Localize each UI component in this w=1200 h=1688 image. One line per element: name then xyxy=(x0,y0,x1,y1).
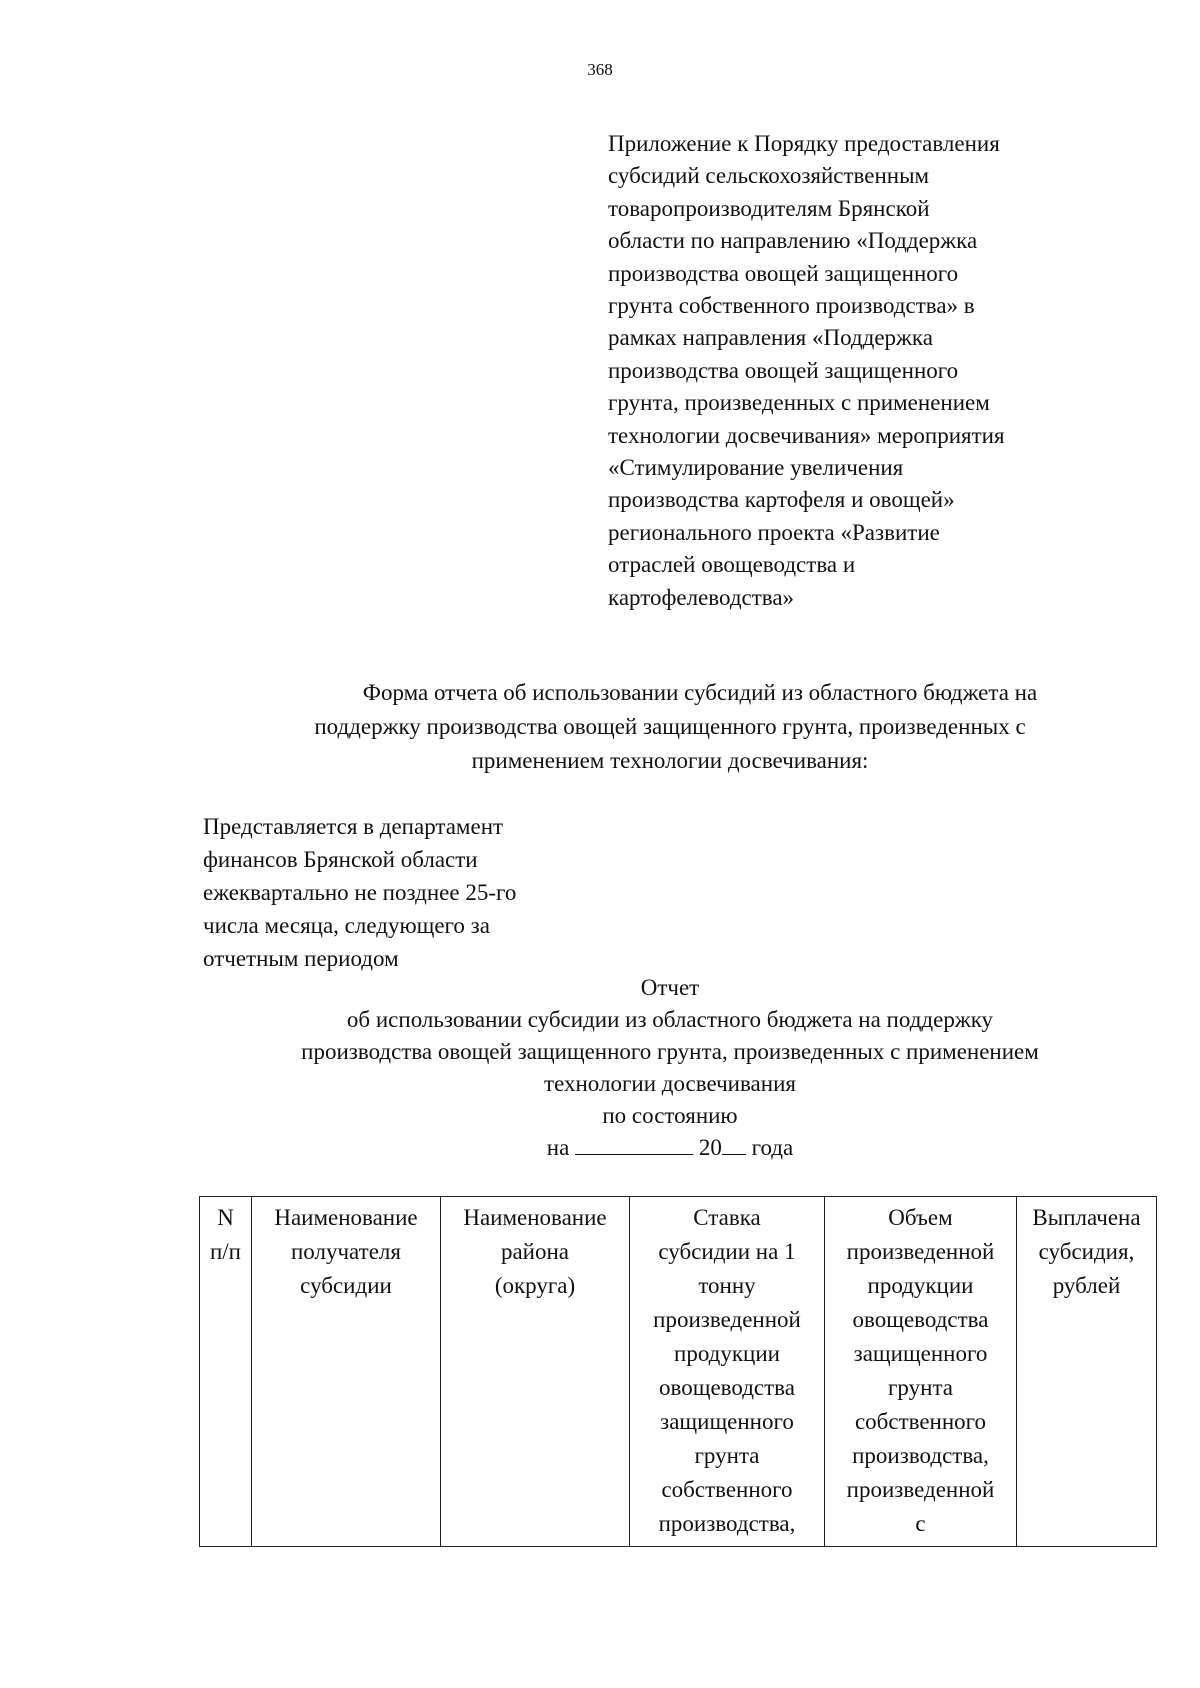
page-number: 368 xyxy=(587,60,613,79)
report-table xyxy=(199,1196,1157,1547)
table-header-cell-district xyxy=(441,1197,630,1547)
header-line: района xyxy=(500,1239,570,1264)
date-year-prefix: 20 xyxy=(698,1135,722,1160)
table-header-row xyxy=(200,1197,1157,1547)
header-line: грунта xyxy=(694,1443,760,1468)
appendix-line: производства овощей защищенного xyxy=(608,260,959,286)
appendix-line: «Стимулирование увеличения xyxy=(608,455,904,481)
appendix-line: производства овощей защищенного xyxy=(608,357,959,383)
appendix-line: картофелеводства» xyxy=(608,584,795,610)
header-line: N xyxy=(217,1205,234,1230)
header-line: овощеводства xyxy=(852,1307,989,1332)
header-line: Выплачена xyxy=(1032,1205,1141,1230)
table-header-cell-volume xyxy=(825,1197,1017,1547)
header-line: продукции xyxy=(867,1273,974,1298)
appendix-line: рамках направления «Поддержка xyxy=(608,325,933,351)
form-title-line: применением технологии досвечивания: xyxy=(471,748,869,773)
appendix-line: технологии досвечивания» мероприятия xyxy=(608,422,1005,448)
header-line: защищенного xyxy=(853,1341,988,1366)
appendix-line: субсидий сельскохозяйственным xyxy=(608,163,930,189)
appendix-line: регионального проекта «Развитие xyxy=(608,519,940,545)
appendix-line: Приложение к Порядку предоставления xyxy=(608,131,1000,156)
table-header-cell-paid xyxy=(1017,1197,1157,1547)
header-line: производства, xyxy=(658,1511,796,1536)
report-subtitle-line: по состоянию xyxy=(602,1103,738,1128)
appendix-line: отраслей овощеводства и xyxy=(608,552,856,578)
form-title-line: поддержку производства овощей защищенного грунта, произведенных с xyxy=(314,714,1026,739)
header-line: тонну xyxy=(698,1273,756,1298)
form-title-line: Форма отчета об использовании субсидий из областного бюджета на xyxy=(362,680,1038,705)
header-line: субсидии на 1 xyxy=(658,1239,796,1264)
table-header-cell-number xyxy=(200,1197,252,1547)
submission-line: финансов Брянской области xyxy=(203,847,478,872)
header-line: овощеводства xyxy=(659,1375,795,1400)
appendix-header xyxy=(608,128,1128,614)
header-line: Ставка xyxy=(693,1205,761,1230)
report-subtitle-line: производства овощей защищенного грунта, произведенных с применением xyxy=(301,1039,1039,1064)
header-line: рублей xyxy=(1052,1273,1121,1298)
header-line: Наименование xyxy=(274,1205,418,1230)
submission-line: отчетным периодом xyxy=(203,946,399,971)
report-subtitle-line: об использовании субсидии из областного бюджета на поддержку xyxy=(346,1007,994,1032)
date-day-month-blank[interactable] xyxy=(575,1134,693,1155)
appendix-line: грунта собственного производства» в xyxy=(608,293,975,319)
date-year-blank[interactable] xyxy=(722,1134,746,1155)
header-line: собственного xyxy=(661,1477,793,1502)
header-line: получателя xyxy=(291,1239,401,1264)
header-line: собственного xyxy=(854,1409,987,1434)
table-header-cell-recipient xyxy=(252,1197,441,1547)
table-header-cell-rate xyxy=(630,1197,825,1547)
date-suffix: года xyxy=(751,1135,794,1160)
submission-line: ежеквартально не позднее 25-го xyxy=(203,880,517,905)
header-line: субсидия, xyxy=(1038,1239,1135,1264)
header-line: (округа) xyxy=(494,1273,576,1298)
header-line: продукции xyxy=(674,1341,780,1366)
report-heading xyxy=(200,972,1140,1164)
header-line: произведенной xyxy=(653,1307,801,1332)
header-line: защищенного xyxy=(660,1409,794,1434)
appendix-line: грунта, произведенных с применением xyxy=(608,390,990,416)
header-line: с xyxy=(915,1511,926,1536)
header-line: субсидии xyxy=(300,1273,392,1298)
report-subtitle-line: технологии досвечивания xyxy=(544,1071,796,1096)
header-line: произведенной xyxy=(846,1239,995,1264)
header-line: произведенной xyxy=(846,1477,995,1502)
submission-line: числа месяца, следующего за xyxy=(203,913,490,938)
appendix-line: товаропроизводителям Брянской xyxy=(608,195,930,221)
date-prefix: на xyxy=(546,1135,570,1160)
report-title: Отчет xyxy=(640,975,700,1000)
header-line: п/п xyxy=(209,1239,241,1264)
header-line: производства, xyxy=(852,1443,989,1468)
report-date-line xyxy=(200,1132,1140,1164)
appendix-line: области по направлению «Поддержка xyxy=(608,228,978,254)
submission-line: Представляется в департамент xyxy=(203,814,504,839)
appendix-line: производства картофеля и овощей» xyxy=(608,487,955,513)
header-line: Объем xyxy=(888,1205,953,1230)
form-title xyxy=(200,676,1140,778)
submission-note xyxy=(203,810,603,975)
header-line: грунта xyxy=(888,1375,953,1400)
header-line: Наименование xyxy=(463,1205,607,1230)
